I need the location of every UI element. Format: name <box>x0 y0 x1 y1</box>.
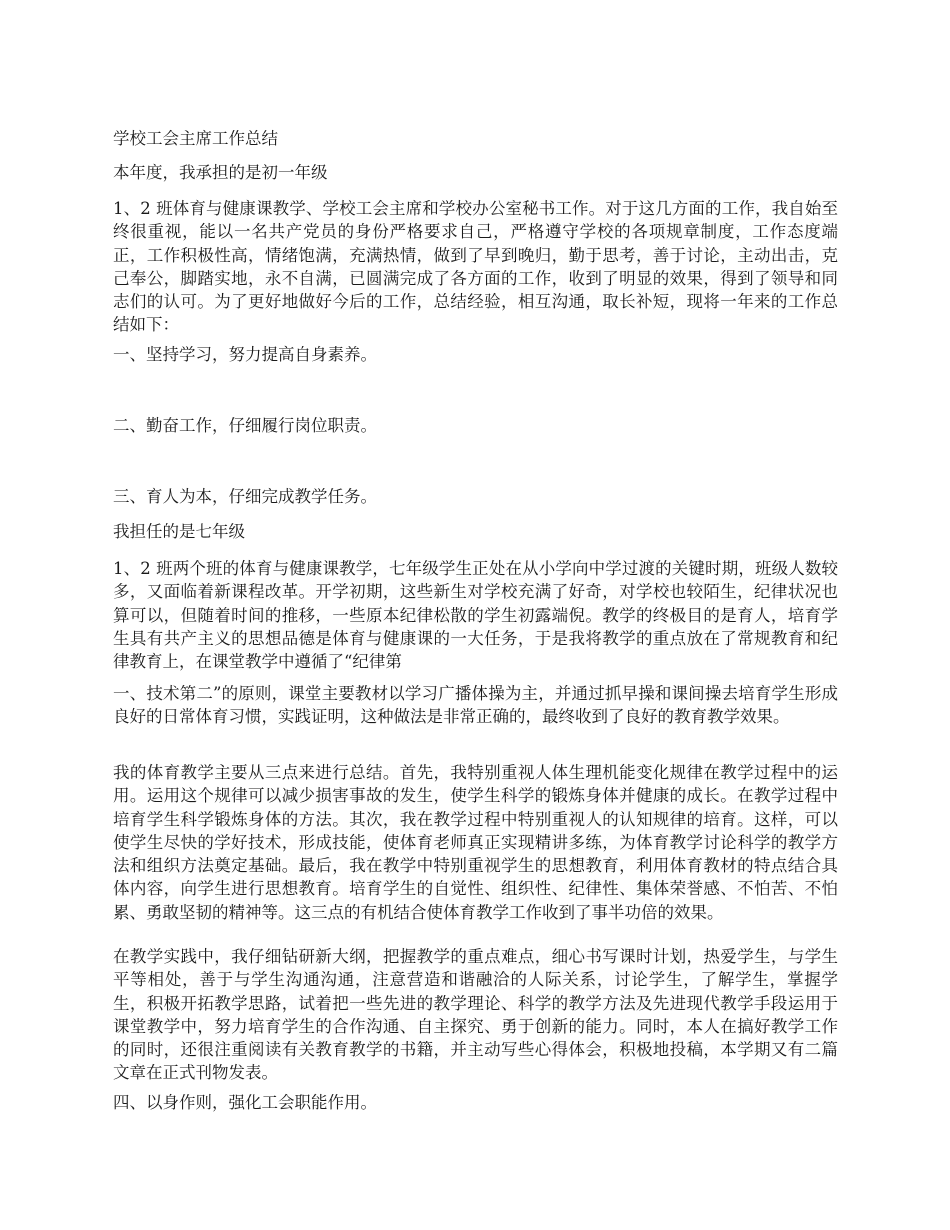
paragraph-teaching-summary: 我的体育教学主要从三点来进行总结。首先，我特别重视人体生理机能变化规律在教学过程中的运用。运用这个规律可以减少损害事故的发生，使学生科学的锻炼身体并健康的成长。在教学过程中培育学生科学锻炼身体的方法。其次，我在教学过程中特别重视人的认知规律的培育。这样，可以使学生尽快的学好技术，形成技能，使体育老师真正实现精讲多练，为体育教学讨论科学的教学方法和组织方法奠定基础。最后，我在教学中特别重视学生的思想教育，利用体育教材的特点结合具体内容，向学生进行思想教育。培育学生的自觉性、组织性、纪律性、集体荣誉感、不怕苦、不怕累、勇敢坚韧的精神等。这三点的有机结合使体育教学工作收到了事半功倍的效果。 <box>113 763 838 922</box>
section-heading-2: 二、勤奋工作，仔细履行岗位职责。 <box>113 416 377 435</box>
section-heading-3: 三、育人为本，仔细完成教学任务。 <box>113 487 377 506</box>
grade-line: 我担任的是七年级 <box>113 522 245 541</box>
paragraph-class-teaching: 1、2 班两个班的体育与健康课教学，七年级学生正处在从小学向中学过渡的关键时期，班级人数较多，又面临着新课程改革。开学初期，这些新生对学校充满了好奇，对学校也较陌生，纪律状况也算可以，但随着时间的推移，一些原本纪律松散的学生初露端倪。教学的终极目的是育人，培育学生具有共产主义的思想品德是体育与健康课的一大任务，于是我将教学的重点放在了常规教育和纪律教育上，在课堂教学中遵循了“纪律第 <box>113 559 838 672</box>
document-title: 学校工会主席工作总结 <box>113 129 278 148</box>
section-heading-1: 一、坚持学习，努力提高自身素养。 <box>113 345 377 364</box>
intro-line: 本年度，我承担的是初一年级 <box>113 163 328 182</box>
paragraph-work-overview: 1、2 班体育与健康课教学、学校工会主席和学校办公室秘书工作。对于这几方面的工作，我自始至终很重视，能以一名共产党员的身份严格要求自己，严格遵守学校的各项规章制度，工作态度端正，工作积极性高，情绪饱满，充满热情，做到了早到晚归，勤于思考，善于讨论，主动出击，克己奉公，脚踏实地，永不自满，已圆满完成了各方面的工作，收到了明显的效果，得到了领导和同志们的认可。为了更好地做好今后的工作，总结经验，相互沟通，取长补短，现将一年来的工作总结如下： <box>113 199 838 335</box>
paragraph-principle: 一、技术第二”的原则，课堂主要教材以学习广播体操为主，并通过抓早操和课间操去培育学生形成良好的日常体育习惯，实践证明，这种做法是非常正确的，最终收到了良好的教育教学效果。 <box>113 684 838 727</box>
paragraph-teaching-practice: 在教学实践中，我仔细钻研新大纲，把握教学的重点难点，细心书写课时计划，热爱学生，与学生平等相处，善于与学生沟通沟通，注意营造和谐融洽的人际关系，讨论学生，了解学生，掌握学生，积极开拓教学思路，试着把一些先进的教学理论、科学的教学方法及先进现代教学手段运用于课堂教学中，努力培育学生的合作沟通、自主探究、勇于创新的能力。同时，本人在搞好教学工作的同时，还很注重阅读有关教育教学的书籍，并主动写些心得体会，积极地投稿，本学期又有二篇文章在正式刊物发表。 <box>113 947 838 1083</box>
section-heading-4: 四、以身作则，强化工会职能作用。 <box>113 1093 377 1112</box>
